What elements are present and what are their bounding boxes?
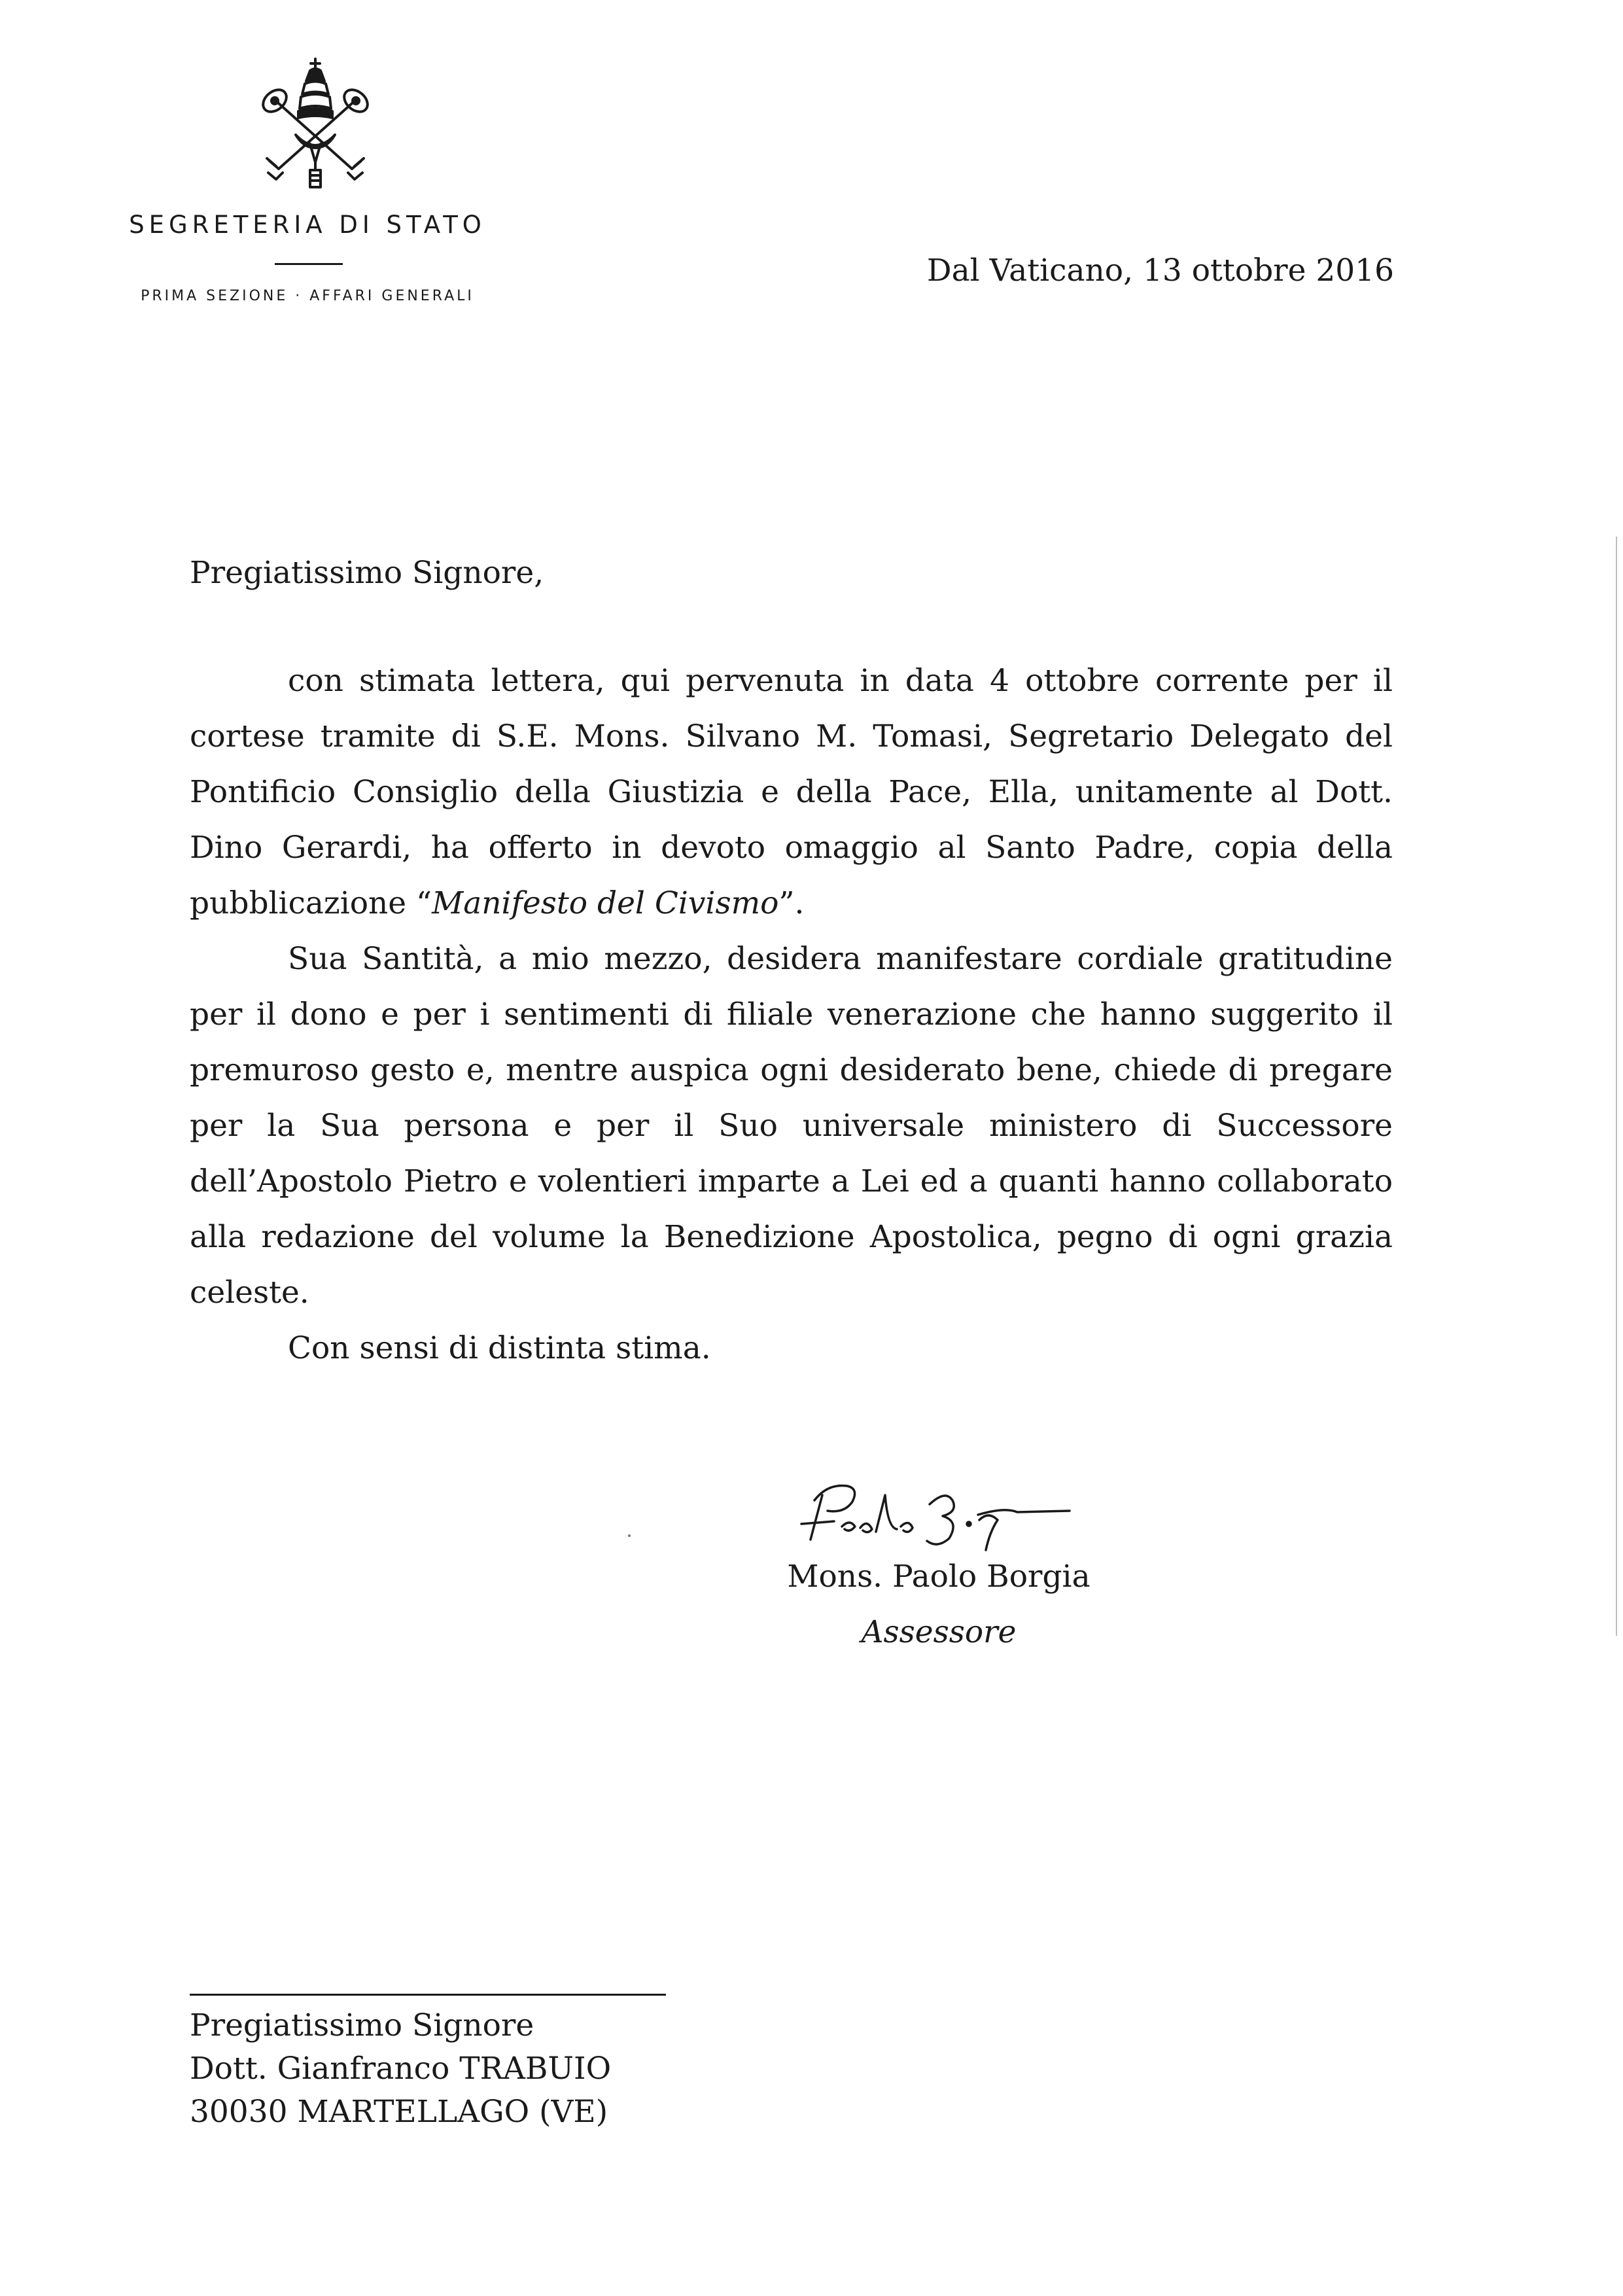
letterhead-divider	[275, 263, 343, 265]
office-section: PRIMA SEZIONE · AFFARI GENERALI	[141, 288, 474, 304]
publication-title: Manifesto del Civismo	[432, 885, 779, 921]
signer-title: Assessore	[861, 1614, 1017, 1650]
address-line-name: Dott. Gianfranco TRABUIO	[190, 2051, 612, 2087]
body-paragraph-1	[190, 653, 1393, 931]
scan-speck	[628, 1534, 631, 1537]
signer-name: Mons. Paolo Borgia	[787, 1559, 1091, 1595]
paragraph-1-end: ”.	[778, 885, 805, 921]
recipient-address	[190, 2004, 611, 2134]
paragraph-1-text: con stimata lettera, qui pervenuta in data 4 ottobre corrente per il cortese tramite di S.E. Mons. Silvano M. Tomasi, Segretario Delegato del Pontificio Consiglio della Giustizia e della Pace, Ella, unitamente al Dott. Dino Gerardi, ha offerto in devoto omaggio al Santo Padre, copia della pubblicazione “	[190, 663, 1393, 921]
office-name: SEGRETERIA DI STATO	[129, 211, 486, 239]
body-paragraph-2: Sua Santità, a mio mezzo, desidera manifestare cordiale gratitudine per il dono e per i sentimenti di filiale venerazione che hanno suggerito il premuroso gesto e, mentre auspica ogni desiderato bene, chiede di pregare per la Sua persona e per il Suo universale ministero di Successore dell’Apostolo Pietro e volentieri imparte a Lei ed a quanti hanno collaborato alla redazione del volume la Benedizione Apostolica, pegno di ogni grazia celeste.	[190, 941, 1393, 1311]
salutation: Pregiatissimo Signore,	[190, 555, 544, 591]
letter-date: Dal Vaticano, 13 ottobre 2016	[926, 253, 1394, 289]
scan-edge-line	[1616, 537, 1617, 1636]
address-divider	[190, 1994, 666, 1996]
handwritten-signature	[782, 1469, 1083, 1557]
closing-line: Con sensi di distinta stima.	[288, 1330, 711, 1366]
papal-keys-tiara-emblem-icon	[250, 58, 381, 192]
letter-body	[190, 653, 1393, 1376]
address-line-salutation: Pregiatissimo Signore	[190, 2007, 534, 2043]
address-line-city: 30030 MARTELLAGO (VE)	[190, 2094, 608, 2130]
